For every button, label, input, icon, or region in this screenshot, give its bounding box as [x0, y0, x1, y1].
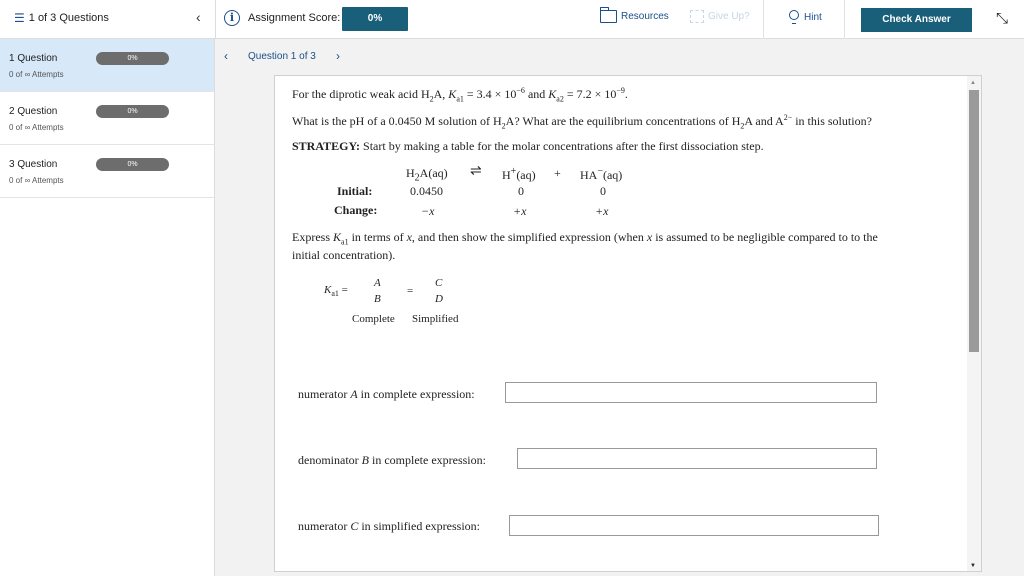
attempts-text: 0 of ∞ Attempts: [9, 70, 64, 79]
equals-sign: =: [407, 285, 414, 297]
text: K: [548, 87, 557, 101]
equilibrium-arrow-icon: ⇌: [470, 164, 482, 179]
input-label-c: [298, 519, 480, 534]
text: , and then show the simplified expression (when: [411, 230, 647, 244]
divider: [844, 0, 845, 39]
ka1-label: [324, 284, 348, 298]
give-up-label: Give Up?: [708, 11, 750, 22]
text: in terms of: [348, 230, 407, 244]
text: K: [324, 284, 332, 296]
text: A,: [433, 87, 449, 101]
scrollbar-thumb[interactable]: [969, 90, 979, 352]
text: Express: [292, 230, 333, 244]
superscript: −: [597, 166, 603, 177]
text: (aq): [602, 168, 623, 182]
subscript: 2: [429, 94, 434, 104]
denominator-b-input[interactable]: [517, 448, 877, 469]
info-icon[interactable]: i: [224, 10, 240, 26]
species-h2a: [406, 166, 448, 183]
top-bar: [0, 0, 1024, 39]
numerator-a-input[interactable]: [505, 382, 877, 403]
numerator-c-input[interactable]: [509, 515, 879, 536]
fraction-a: A: [374, 277, 381, 289]
assignment-score-label: Assignment Score:: [248, 12, 341, 24]
progress-badge: 0%: [96, 105, 169, 118]
hint-label: Hint: [804, 11, 822, 23]
scroll-down-icon[interactable]: ▼: [970, 563, 976, 569]
folder-icon: [600, 10, 617, 23]
scrollbar[interactable]: [967, 76, 981, 572]
text: C: [350, 519, 359, 533]
superscript: −9: [616, 86, 625, 95]
hint-button[interactable]: [789, 10, 822, 24]
sidebar: [0, 39, 215, 576]
fraction-c: C: [435, 277, 443, 289]
strategy-label: STRATEGY:: [292, 139, 361, 153]
collapse-sidebar-icon[interactable]: ‹: [196, 9, 201, 25]
list-icon: ☰: [14, 11, 25, 25]
text: A: [350, 387, 358, 401]
simplified-label: Simplified: [412, 313, 459, 325]
scroll-up-icon[interactable]: ▲: [970, 80, 976, 86]
text: H: [502, 168, 511, 182]
divider: [763, 0, 764, 39]
text: K: [448, 87, 457, 101]
question-count[interactable]: [14, 11, 109, 25]
text: numerator: [298, 519, 351, 533]
main-area: [216, 39, 1024, 576]
text: denominator: [298, 453, 362, 467]
check-answer-button[interactable]: Check Answer: [861, 8, 972, 32]
species-ha: [580, 166, 622, 183]
text: in simplified expression:: [358, 519, 480, 533]
question-count-label: 1 of 3 Questions: [28, 12, 109, 24]
next-question-icon[interactable]: ›: [336, 49, 340, 63]
question-panel: [274, 75, 982, 572]
complete-label: Complete: [352, 313, 395, 325]
subscript: a1: [341, 237, 349, 247]
question-nav-label: Question 1 of 3: [248, 51, 316, 62]
change-h2a: −x: [421, 204, 435, 218]
text: =: [338, 284, 348, 296]
change-ha: +x: [595, 204, 609, 218]
text: .: [624, 87, 628, 101]
text: A(aq): [419, 166, 448, 180]
initial-h2a: 0.0450: [410, 184, 443, 198]
express-line-2: initial concentration).: [292, 248, 396, 262]
question-nav: [216, 39, 1024, 75]
fraction-d: D: [435, 293, 443, 305]
resources-button[interactable]: [600, 10, 669, 23]
subscript: 2: [740, 121, 745, 131]
text: K: [333, 230, 342, 244]
subscript: a1: [456, 94, 464, 104]
text: A? What are the equilibrium concentrations of H: [505, 114, 741, 128]
sidebar-item-label: 3 Question: [9, 159, 58, 170]
assignment-score-value: 0%: [342, 7, 408, 31]
initial-label: Initial:: [337, 184, 373, 198]
change-hplus: +x: [513, 204, 527, 218]
text: in complete expression:: [369, 453, 486, 467]
subscript: a1: [331, 289, 339, 299]
text: H: [406, 166, 415, 180]
plus-sign: +: [554, 166, 561, 180]
sidebar-item-label: 2 Question: [9, 106, 58, 117]
initial-ha: 0: [600, 184, 606, 198]
text: = 3.4 × 10: [463, 87, 517, 101]
text: B: [361, 453, 369, 467]
text: and: [524, 87, 549, 101]
text: For the diprotic weak acid H: [292, 87, 430, 101]
text: x: [406, 230, 412, 244]
text: HA: [580, 168, 598, 182]
fraction-b: B: [374, 293, 381, 305]
text: x: [646, 230, 653, 244]
question-line-1: [292, 86, 628, 103]
text: in complete expression:: [357, 387, 475, 401]
superscript: +: [510, 166, 517, 177]
progress-badge: 0%: [96, 158, 169, 171]
subscript: 2: [501, 121, 506, 131]
input-label-a: [298, 387, 475, 402]
give-up-icon: [690, 10, 704, 23]
subscript: a2: [556, 94, 564, 104]
input-label-b: [298, 453, 486, 468]
text: is assumed to be negligible compared to to the: [652, 230, 878, 244]
divider: [215, 0, 216, 39]
species-hplus: [502, 166, 536, 183]
text: What is the pH of a 0.0450 M solution of H: [292, 114, 502, 128]
express-line-1: [292, 230, 878, 246]
attempts-text: 0 of ∞ Attempts: [9, 176, 64, 185]
lightbulb-icon: [789, 10, 799, 24]
strategy-text: [292, 139, 764, 154]
initial-hplus: 0: [518, 184, 524, 198]
sidebar-item-label: 1 Question: [9, 53, 58, 64]
sidebar-item-question-1[interactable]: [0, 39, 214, 92]
text: numerator: [298, 387, 351, 401]
sidebar-item-question-3[interactable]: [0, 145, 214, 198]
subscript: 2: [414, 172, 420, 184]
superscript: 2−: [783, 113, 793, 122]
resources-label: Resources: [621, 11, 669, 22]
text: A and A: [744, 114, 784, 128]
superscript: −6: [516, 86, 525, 95]
text: in this solution?: [792, 114, 872, 128]
text: (aq): [516, 168, 536, 182]
give-up-button[interactable]: [690, 10, 750, 23]
question-line-2: [292, 113, 872, 130]
progress-badge: 0%: [96, 52, 169, 65]
text: = 7.2 × 10: [563, 87, 617, 101]
text: Start by making a table for the molar concentrations after the first dissociation step.: [360, 139, 764, 153]
expand-icon[interactable]: ⤡: [996, 10, 1009, 27]
sidebar-item-question-2[interactable]: [0, 92, 214, 145]
attempts-text: 0 of ∞ Attempts: [9, 123, 64, 132]
change-label: Change:: [334, 203, 378, 217]
previous-question-icon[interactable]: ‹: [224, 49, 228, 63]
